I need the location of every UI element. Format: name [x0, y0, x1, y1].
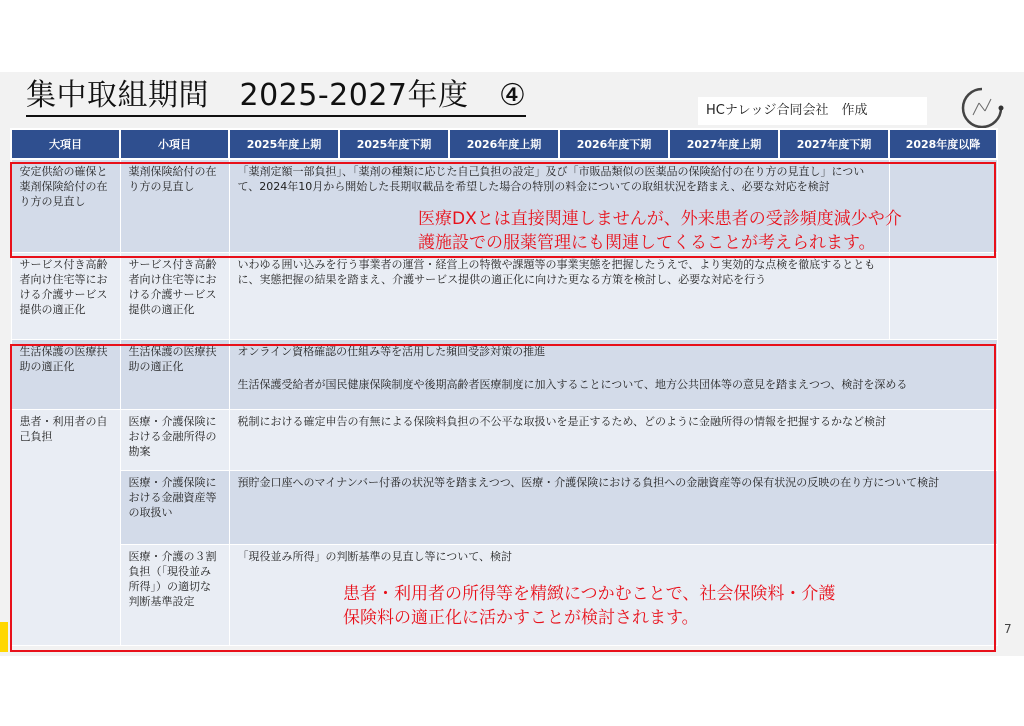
header-minor: 小項目 — [120, 129, 229, 159]
content-cell: 「薬剤定額一部負担」、「薬剤の種類に応じた自己負担の設定」及び「市販品類似の医薬品の保険給付の在り方の見直し」について、2024年10月から開始した長期収載品を希望した場合の特別の料金についての取組状況を踏まえ、必要な対応を検討 — [229, 159, 889, 252]
major-cell: 生活保護の医療扶助の適正化 — [11, 339, 120, 409]
header-2025-h2: 2025年度下期 — [339, 129, 449, 159]
accent-bar — [0, 622, 8, 652]
table-row — [11, 252, 997, 339]
page-title: 集中取組期間 2025-2027年度 ④ — [26, 78, 526, 117]
author-label: HCナレッジ合同会社 作成 — [698, 97, 927, 125]
empty-cell — [889, 252, 997, 339]
major-cell: 患者・利用者の自己負担 — [11, 409, 120, 645]
table-row — [11, 470, 997, 544]
note-1-line-2: 護施設での服薬管理にも関連してくることが考えられます。 — [418, 233, 876, 253]
table-row — [11, 339, 997, 409]
minor-cell: 生活保護の医療扶助の適正化 — [120, 339, 229, 409]
header-2027-h2: 2027年度下期 — [779, 129, 889, 159]
major-cell: 安定供給の確保と薬剤保険給付の在り方の見直し — [11, 159, 120, 252]
content-cell: いわゆる囲い込みを行う事業者の運営・経営上の特徴や課題等の事業実態を把握したうえで、より実効的な点検を徹底するとともに、実態把握の結果を踏まえ、介護サービス提供の適正化に向けた更なる方策を検討し、必要な対応を行う — [229, 252, 889, 339]
table-header-row — [11, 129, 997, 159]
header-2027-h1: 2027年度上期 — [669, 129, 779, 159]
header-major: 大項目 — [11, 129, 120, 159]
note-2-line-1: 患者・利用者の所得等を精緻につかむことで、社会保険料・介護 — [343, 584, 836, 604]
schedule-table — [10, 128, 998, 646]
empty-cell — [889, 159, 997, 252]
major-cell: サービス付き高齢者向け住宅等における介護サービス提供の適正化 — [11, 252, 120, 339]
content-cell: 税制における確定申告の有無による保険料負担の不公平な取扱いを是正するため、どのように金融所得の情報を把握するかなど検討 — [229, 409, 997, 470]
page-number: 7 — [1004, 622, 1012, 636]
table-row — [11, 409, 997, 470]
content-cell: 預貯金口座へのマイナンバー付番の状況等を踏まえつつ、医療・介護保険における負担への金融資産等の保有状況の反映の在り方について検討 — [229, 470, 997, 544]
header-2026-h2: 2026年度下期 — [559, 129, 669, 159]
minor-cell: 医療・介護の３割負担（「現役並み所得」）の適切な判断基準設定 — [120, 544, 229, 645]
header-2028: 2028年度以降 — [889, 129, 997, 159]
spacer — [238, 359, 989, 377]
note-2-line-2: 保険料の適正化に活かすことが検討されます。 — [343, 608, 699, 628]
note-1-line-1: 医療DXとは直接関連しませんが、外来患者の受診頻度減少や介 — [418, 209, 902, 229]
minor-cell: 医療・介護保険における金融所得の勘案 — [120, 409, 229, 470]
circular-logo-icon — [959, 85, 1005, 131]
content-line: 生活保護受給者が国民健康保険制度や後期高齢者医療制度に加入することについて、地方公共団体等の意見を踏まえつつ、検討を深める — [237, 377, 908, 391]
header-2026-h1: 2026年度上期 — [449, 129, 559, 159]
content-line: オンライン資格確認の仕組み等を活用した頻回受診対策の推進 — [237, 344, 546, 358]
minor-cell: 薬剤保険給付の在り方の見直し — [120, 159, 229, 252]
header-2025-h1: 2025年度上期 — [229, 129, 339, 159]
content-cell — [229, 339, 997, 409]
content-cell: 「現役並み所得」の判断基準の見直し等について、検討 — [229, 544, 997, 645]
minor-cell: サービス付き高齢者向け住宅等における介護サービス提供の適正化 — [120, 252, 229, 339]
minor-cell: 医療・介護保険における金融資産等の取扱い — [120, 470, 229, 544]
